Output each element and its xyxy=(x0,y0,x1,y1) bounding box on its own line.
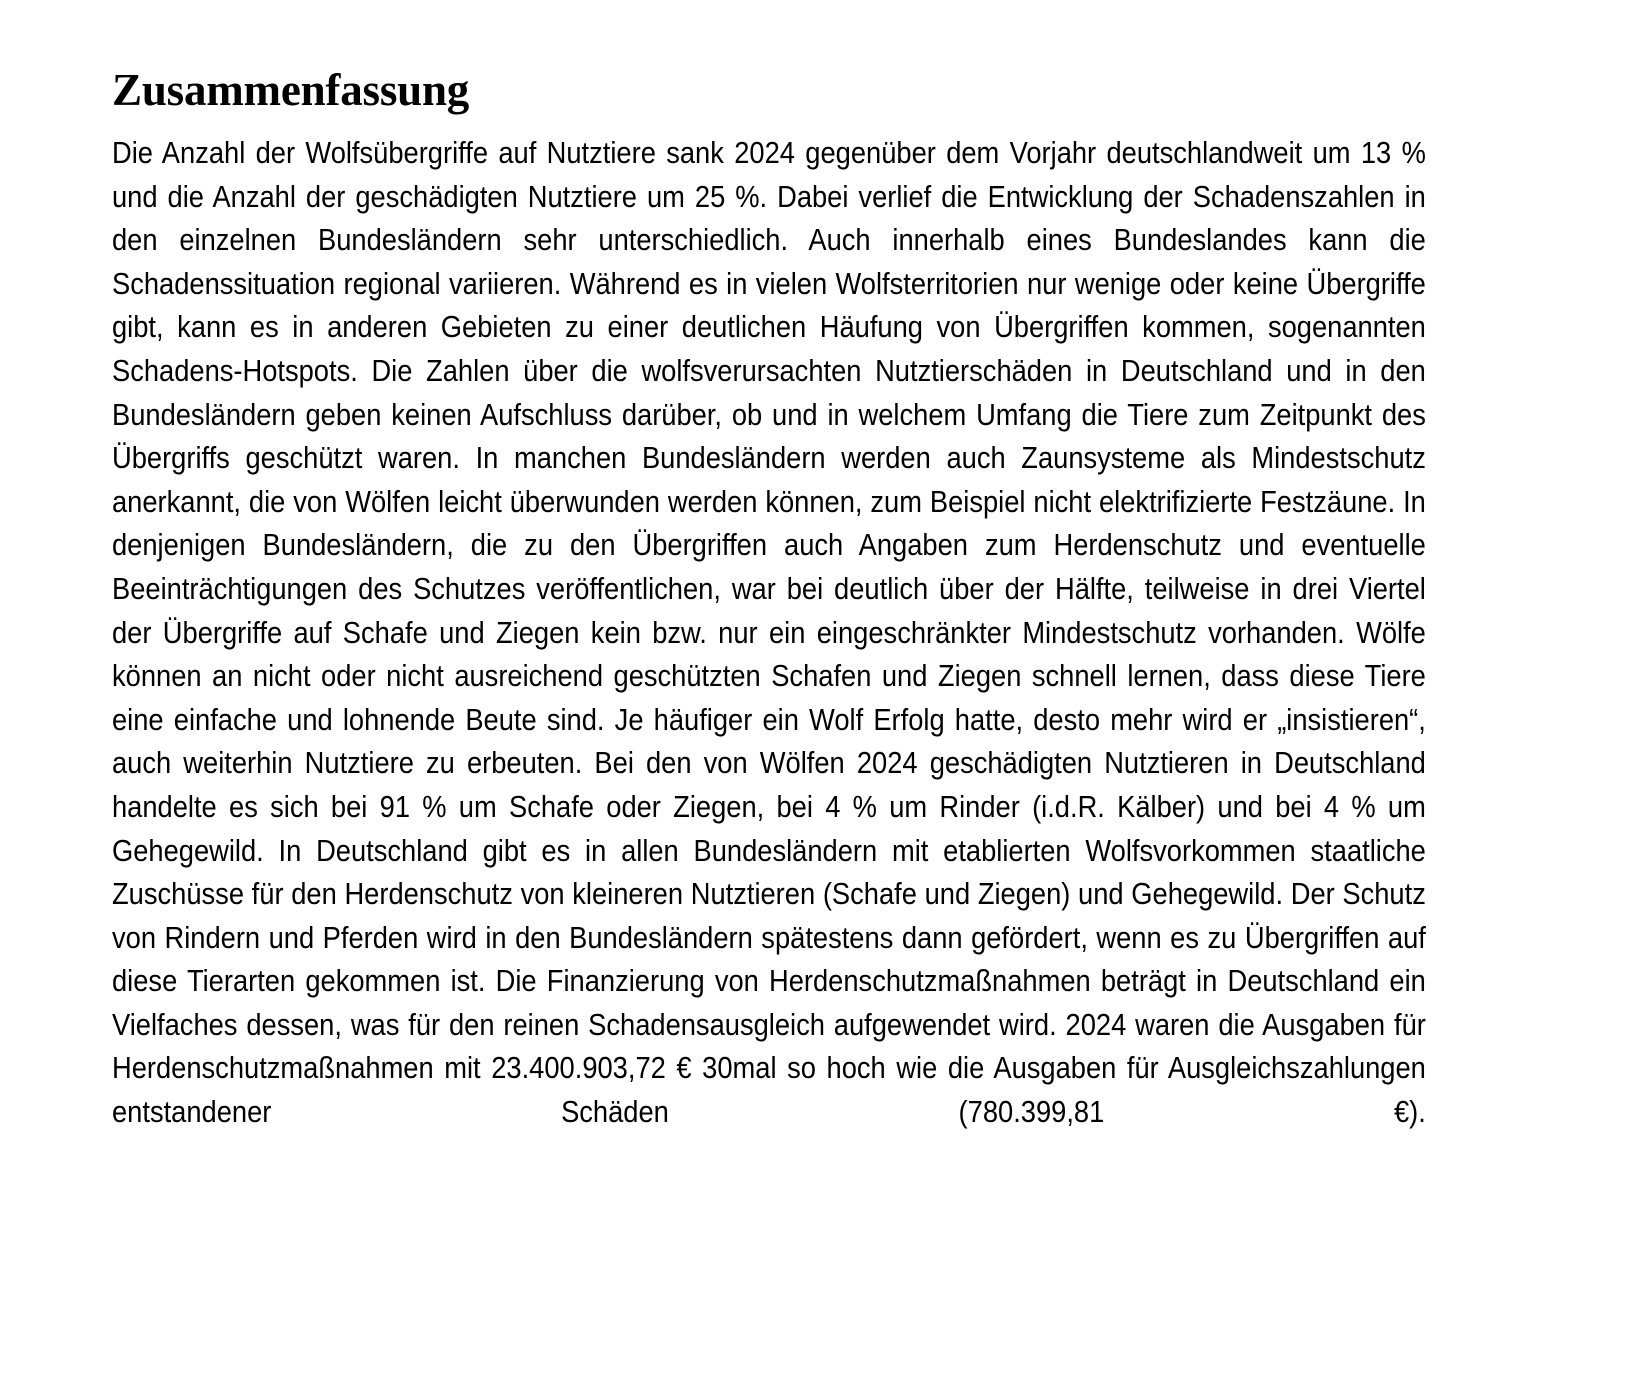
page-title: Zusammenfassung xyxy=(112,65,470,115)
document-content xyxy=(112,62,1426,1178)
summary-paragraph: Die Anzahl der Wolfsübergriffe auf Nutztiere sank 2024 gegenüber dem Vorjahr deutschlandweit um 13 % und die Anzahl der geschädigten Nutztiere um 25 %. Dabei verlief die Entwicklung der Schadenszahlen in den einzelnen Bundesländern sehr unterschiedlich. Auch innerhalb eines Bundeslandes kann die Schadenssituation regional variieren. Während es in vielen Wolfsterritorien nur wenige oder keine Übergriffe gibt, kann es in anderen Gebieten zu einer deutlichen Häufung von Übergriffen kommen, sogenannten Schadens-Hotspots. Die Zahlen über die wolfsverursachten Nutztierschäden in Deutschland und in den Bundesländern geben keinen Aufschluss darüber, ob und in welchem Umfang die Tiere zum Zeitpunkt des Übergriffs geschützt waren. In manchen Bundesländern werden auch Zaunsysteme als Mindestschutz anerkannt, die von Wölfen leicht überwunden werden können, zum Beispiel nicht elektrifizierte Festzäune. In denjenigen Bundesländern, die zu den Übergriffen auch Angaben zum Herdenschutz und eventuelle Beeinträchtigungen des Schutzes veröffentlichen, war bei deutlich über der Hälfte, teilweise in drei Viertel der Übergriffe auf Schafe und Ziegen kein bzw. nur ein eingeschränkter Mindestschutz vorhanden. Wölfe können an nicht oder nicht ausreichend geschützten Schafen und Ziegen schnell lernen, dass diese Tiere eine einfache und lohnende Beute sind. Je häufiger ein Wolf Erfolg hatte, desto mehr wird er „insistieren“, auch weiterhin Nutztiere zu erbeuten. Bei den von Wölfen 2024 geschädigten Nutztieren in Deutschland handelte es sich bei 91 % um Schafe oder Ziegen, bei 4 % um Rinder (i.d.R. Kälber) und bei 4 % um Gehegewild. In Deutschland gibt es in allen Bundesländern mit etablierten Wolfsvorkommen staatliche Zuschüsse für den Herdenschutz von kleineren Nutztieren (Schafe und Ziegen) und Gehegewild. Der Schutz von Rindern und Pferden wird in den Bundesländern spätestens dann gefördert, wenn es zu Übergriffen auf diese Tierarten gekommen ist. Die Finanzierung von Herdenschutzmaßnahmen beträgt in Deutschland ein Vielfaches dessen, was für den reinen Schadensausgleich aufgewendet wird. 2024 waren die Ausgaben für Herdenschutzmaßnahmen mit 23.400.903,72 € 30mal so hoch wie die Ausgaben für Ausgleichszahlungen entstandener Schäden (780.399,81 €). xyxy=(112,136,1426,1130)
